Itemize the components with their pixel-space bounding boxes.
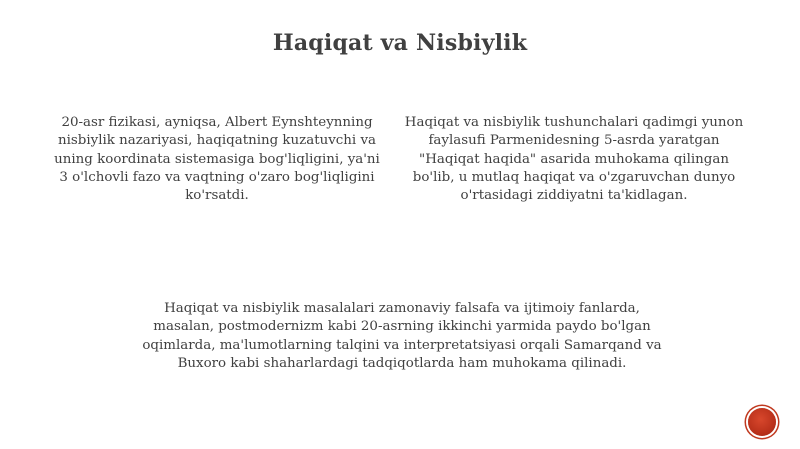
slide-title: Haqiqat va Nisbiylik (272, 30, 528, 56)
paragraph-left: 20-asr fizikasi, ayniqsa, Albert Eynshteynning nisbiylik nazariyasi, haqiqatning kuzatuvchi va uning koordinata sistemasiga bog'liqligini, ya'ni 3 o'lchovli fazo va vaqtning o'zaro bog'liqligini ko'rsatdi. (54, 115, 380, 204)
paragraph-bottom: Haqiqat va nisbiylik masalalari zamonaviy falsafa va ijtimoiy fanlarda, masalan, postmodernizm kabi 20-asrning ikkinchi yarmida paydo bo'lgan oqimlarda, ma'lumotlarning talqini va interpretatsiyasi orqali Samarqand va Buxoro kabi shaharlardagi tadqiqotlarda ham muhokama qilinadi. (142, 301, 662, 371)
paragraph-right: Haqiqat va nisbiylik tushunchalari qadimgi yunon faylasufi Parmenidesning 5-asrda yaratgan "Haqiqat haqida" asarida muhokama qilingan bo'lib, u mutlaq haqiqat va o'zgaruvchan dunyo o'rtasidagi ziddiyatni ta'kidlagan. (404, 115, 744, 204)
next-slide-button[interactable] (748, 408, 776, 436)
